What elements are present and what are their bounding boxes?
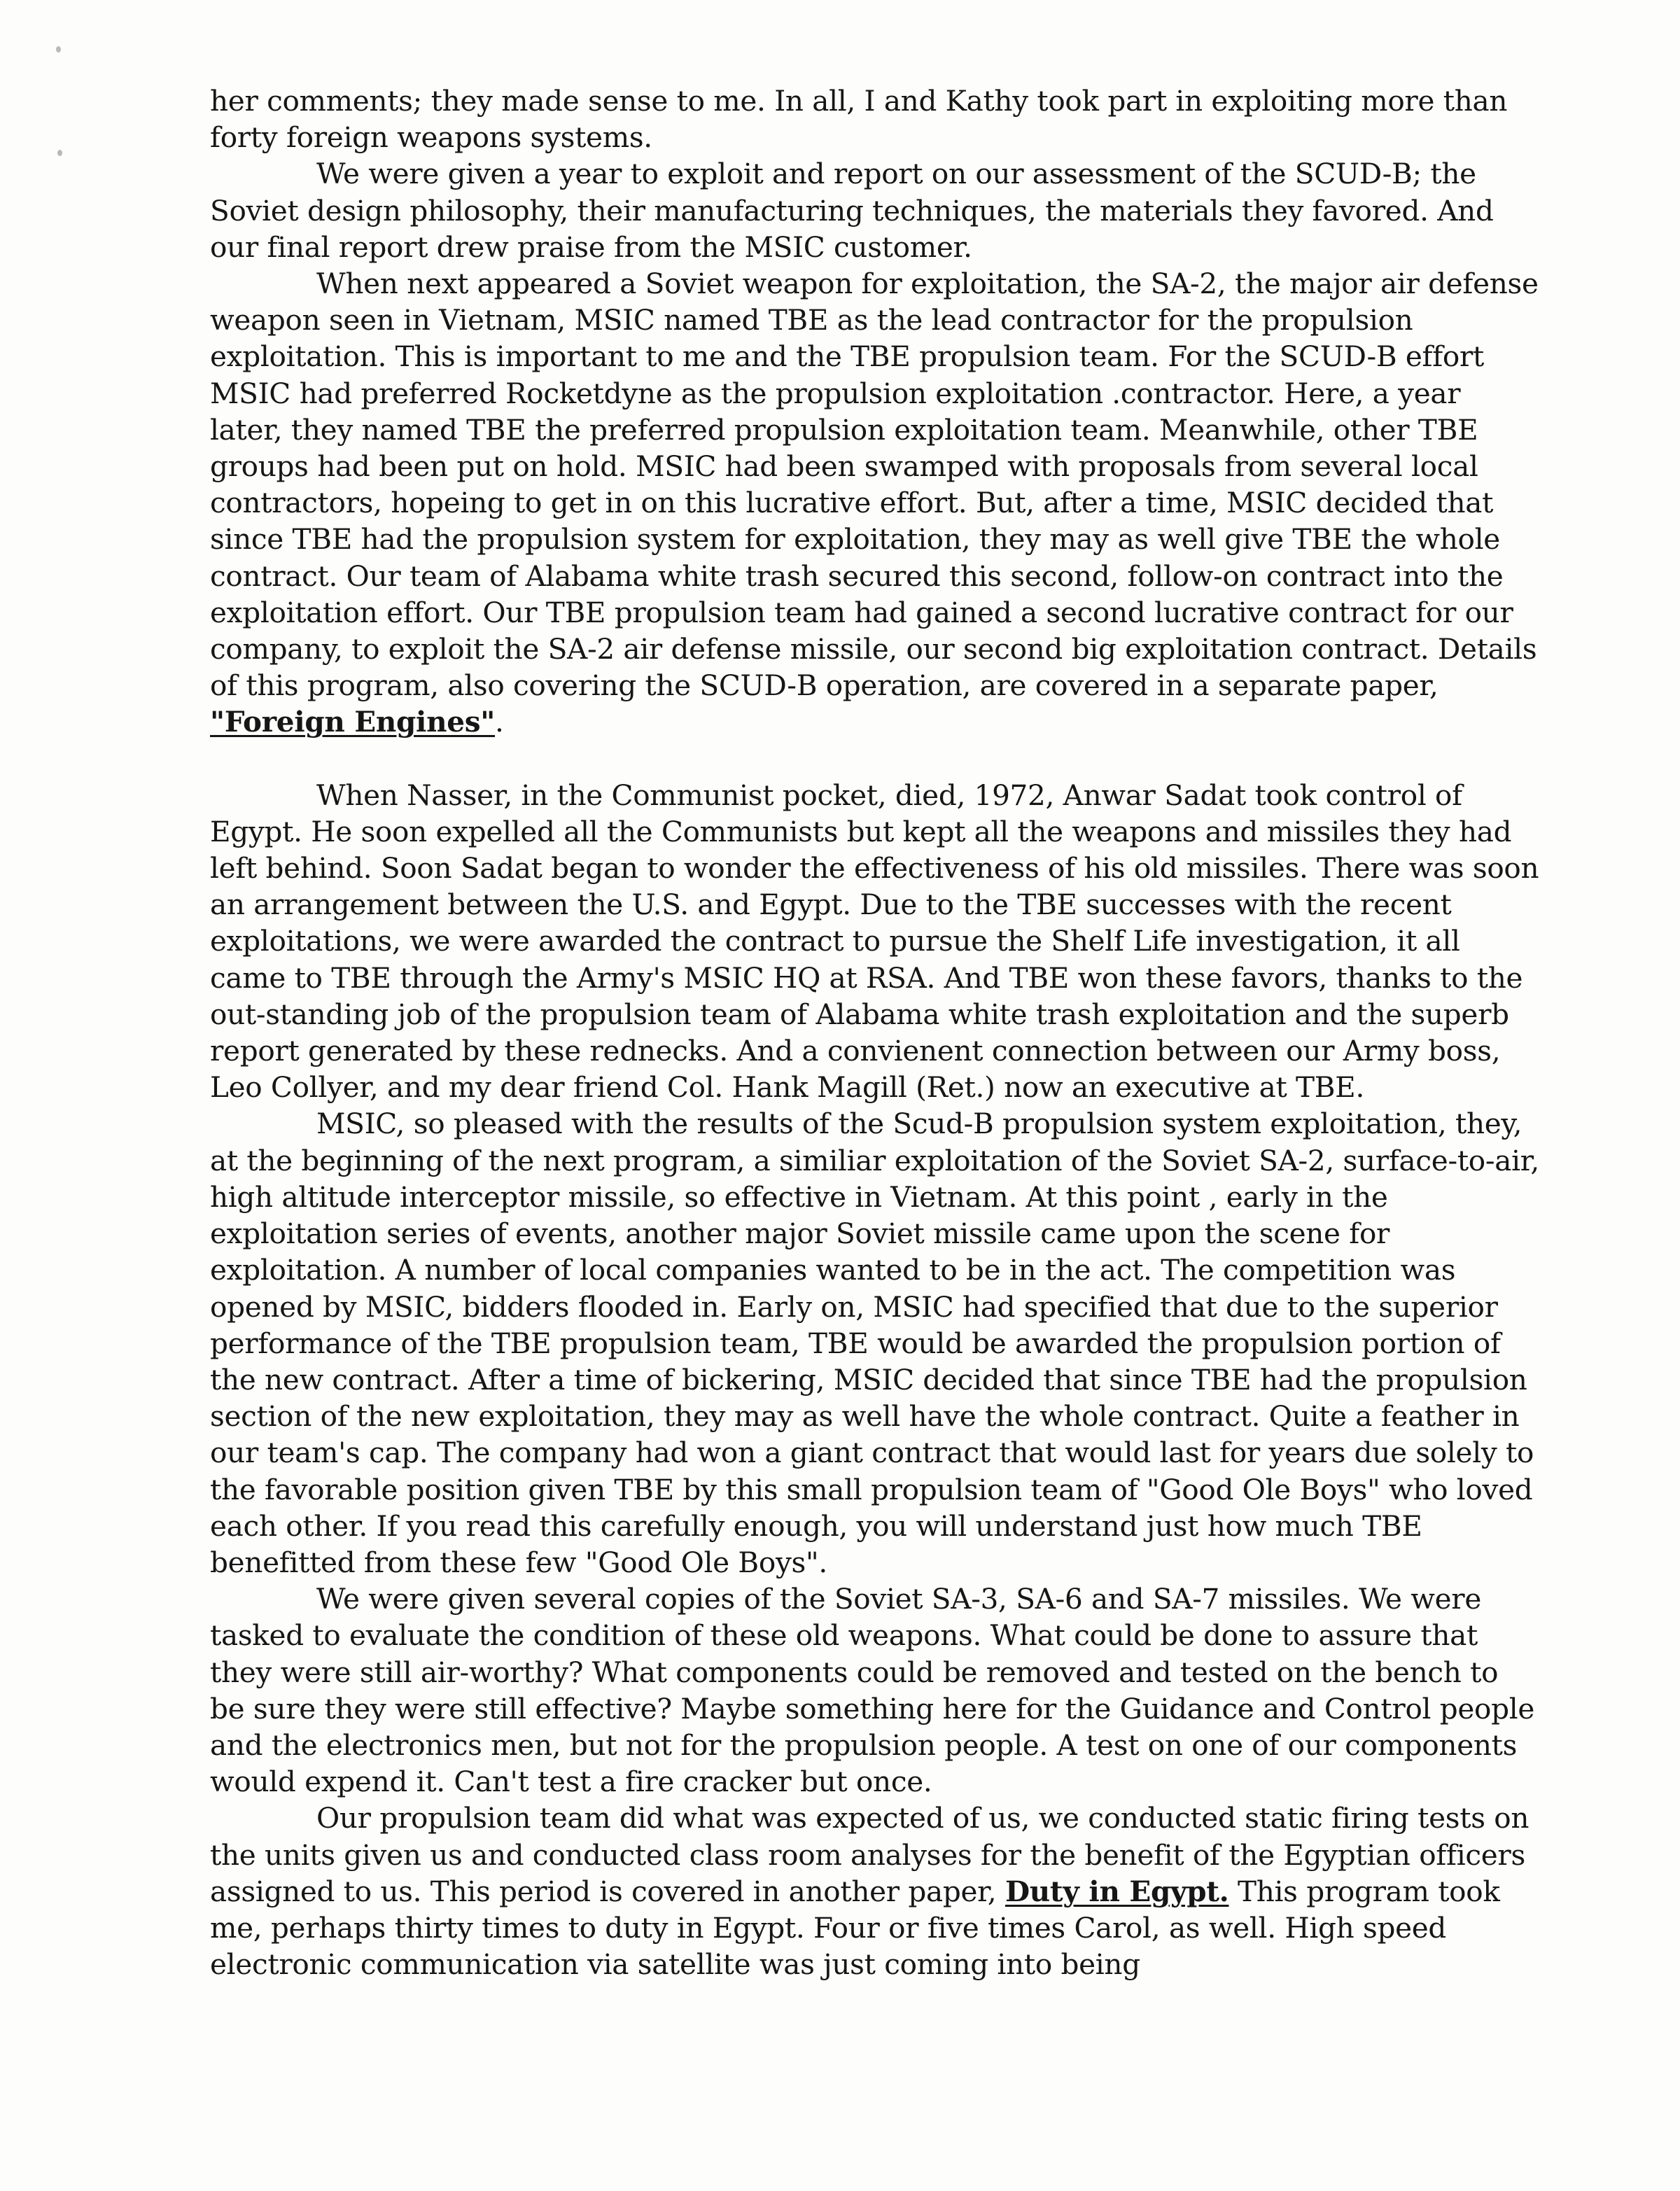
paragraph-text: When next appeared a Soviet weapon for exploitation, the SA-2, the major air defense weapon seen in Vietnam, MSIC named TBE as the lead contractor for the propulsion exploitation. This is important to me and the TBE propulsion team. For the SCUD-B effort MSIC had preferred Rocketdyne as the propulsion exploitation .contractor. Here, a year later, they named TBE the preferred propulsion exploitation team. Meanwhile, other TBE groups had been put on hold. MSIC had been swamped with proposals from several local contractors, hopeing to get in on this lucrative effort. But, after a time, MSIC decided that since TBE had the propulsion system for exploitation, they may as well give TBE the whole contract. Our team of Alabama white trash secured this second, follow-on contract into the exploitation effort. Our TBE propulsion team had gained a second lucrative contract for our company, to exploit the SA-2 air defense missile, our second big exploitation contract. Details of this program, also covering the SCUD-B operation, are covered in a separate paper,	[210, 267, 1539, 703]
paragraph-text-tail: This program took me, perhaps thirty times to duty in Egypt. Four or five times Carol, as well. High speed electronic communication via satellite was just coming into being	[210, 1874, 1500, 1982]
paper-reference-foreign-engines: "Foreign Engines"	[210, 705, 496, 739]
paragraph-text: When Nasser, in the Communist pocket, died, 1972, Anwar Sadat took control of Egypt. He soon expelled all the Communists but kept all the weapons and missiles they had left behind. Soon Sadat began to wonder the effectiveness of his old missiles. There was soon an arrangement between the U.S. and Egypt. Due to the TBE successes with the recent exploitations, we were awarded the contract to pursue the Shelf Life investigation, it all came to TBE through the Army's MSIC HQ at RSA. And TBE won these favors, thanks to the out-standing job of the propulsion team of Alabama white trash exploitation and the superb report generated by these rednecks. And a convienent connection between our Army boss, Leo Collyer, and my dear friend Col. Hank Magill (Ret.) now an executive at TBE.	[210, 778, 1539, 1105]
scan-dust-mark	[56, 46, 61, 52]
paragraph-text: We were given a year to exploit and report on our assessment of the SCUD-B; the Soviet design philosophy, their manufacturing techniques, the materials they favored. And our final report drew praise from the MSIC customer.	[210, 157, 1494, 264]
paragraph	[210, 777, 1540, 1106]
paragraph	[210, 1581, 1540, 1800]
paragraph	[210, 83, 1540, 155]
paragraph	[210, 1105, 1540, 1581]
paragraph-text: We were given several copies of the Soviet SA-3, SA-6 and SA-7 missiles. We were tasked to evaluate the condition of these old weapons. What could be done to assure that they were still air-worthy? What components could be removed and tested on the bench to be sure they were still effective? Maybe something here for the Guidance and Control people and the electronics men, but not for the propulsion people. A test on one of our components would expend it. Can't test a fire cracker but once.	[210, 1582, 1535, 1799]
paragraph-gap	[210, 741, 1540, 777]
document-body	[210, 83, 1540, 1982]
paragraph-text: her comments; they made sense to me. In all, I and Kathy took part in exploiting more than forty foreign weapons systems.	[210, 84, 1508, 155]
paragraph-text: MSIC, so pleased with the results of the Scud-B propulsion system exploitation, they, at the beginning of the next program, a similiar exploitation of the Soviet SA-2, surface-to-air, high altitude interceptor missile, so effective in Vietnam. At this point , early in the exploitation series of events, another major Soviet missile came upon the scene for exploitation. A number of local companies wanted to be in the act. The competition was opened by MSIC, bidders flooded in. Early on, MSIC had specified that due to the superior performance of the TBE propulsion team, TBE would be awarded the propulsion portion of the new contract. After a time of bickering, MSIC decided that since TBE had the propulsion section of the new exploitation, they may as well have the whole contract. Quite a feather in our team's cap. The company had won a giant contract that would last for years due solely to the favorable position given TBE by this small propulsion team of "Good Ole Boys" who loved each other. If you read this carefully enough, you will understand just how much TBE benefitted from these few "Good Ole Boys".	[210, 1107, 1539, 1579]
paragraph-text-tail: .	[495, 705, 504, 739]
paragraph	[210, 155, 1540, 265]
paper-reference-duty-in-egypt: Duty in Egypt.	[1004, 1874, 1229, 1908]
paragraph	[210, 1800, 1540, 1982]
paragraph-text: Our propulsion team did what was expected of us, we conducted static firing tests on the units given us and conducted class room analyses for the benefit of the Egyptian officers assigned to us. This period is covered in another paper,	[210, 1801, 1530, 1908]
paragraph	[210, 265, 1540, 741]
scan-dust-mark	[57, 150, 62, 156]
